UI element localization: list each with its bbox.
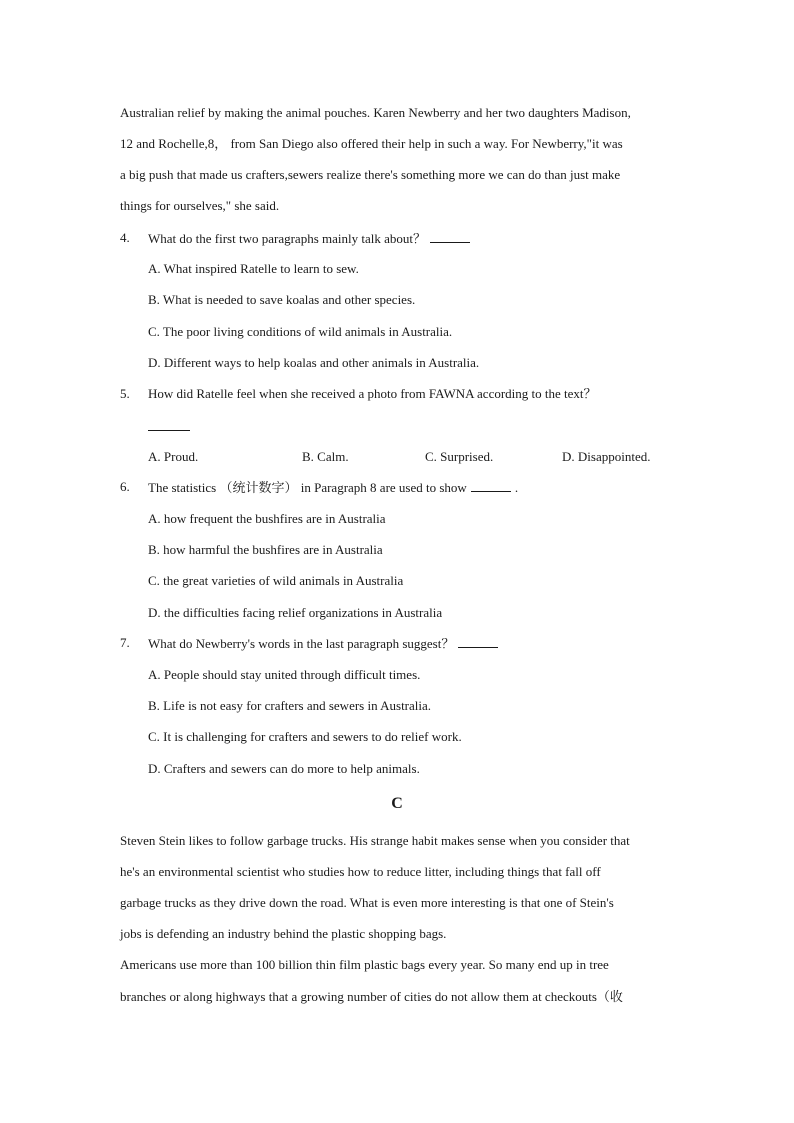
passage-line: a big push that made us crafters,sewers realize there's something more we can do than just make xyxy=(120,167,621,182)
passage-line: branches or along highways that a growing number of cities do not allow them at checkouts（收 xyxy=(120,989,623,1004)
option-7d: D. Crafters and sewers can do more to help animals. xyxy=(148,761,420,776)
option-7a: A. People should stay united through difficult times. xyxy=(148,667,421,682)
question-text: What do the first two paragraphs mainly talk about？ xyxy=(148,231,426,246)
passage-line: garbage trucks as they drive down the road. What is even more interesting is that one of Stein's xyxy=(120,895,614,910)
option-7b: B. Life is not easy for crafters and sewers in Australia. xyxy=(148,698,432,713)
option-6d: D. the difficulties facing relief organizations in Australia xyxy=(148,605,443,620)
option-5c: C. Surprised. xyxy=(425,449,494,464)
question-4 xyxy=(148,230,470,247)
passage-line: 12 and Rochelle,8， from San Diego also offered their help in such a way. For Newberry,"it was xyxy=(120,136,623,151)
passage-line: jobs is defending an industry behind the plastic shopping bags. xyxy=(120,926,447,941)
option-5d: D. Disappointed. xyxy=(562,449,651,464)
question-number: 6. xyxy=(120,479,130,494)
passage-line: things for ourselves," she said. xyxy=(120,198,280,213)
question-number: 5. xyxy=(120,386,130,401)
passage-line: Steven Stein likes to follow garbage trucks. His strange habit makes sense when you consider that xyxy=(120,833,630,848)
option-6a: A. how frequent the bushfires are in Australia xyxy=(148,511,386,526)
question-text: The statistics （统计数字） in Paragraph 8 are used to show xyxy=(148,480,467,495)
question-text: What do Newberry's words in the last paragraph suggest？ xyxy=(148,636,455,651)
answer-blank[interactable] xyxy=(430,230,470,243)
option-4c: C. The poor living conditions of wild animals in Australia. xyxy=(148,324,453,339)
option-5b: B. Calm. xyxy=(302,449,349,464)
question-6 xyxy=(148,479,518,496)
section-heading: C xyxy=(391,795,403,812)
option-4d: D. Different ways to help koalas and other animals in Australia. xyxy=(148,355,480,370)
passage-line: he's an environmental scientist who studies how to reduce litter, including things that fall off xyxy=(120,864,601,879)
option-4b: B. What is needed to save koalas and other species. xyxy=(148,292,416,307)
passage-line: Australian relief by making the animal pouches. Karen Newberry and her two daughters Madison, xyxy=(120,105,631,120)
question-number: 7. xyxy=(120,635,130,650)
option-6b: B. how harmful the bushfires are in Australia xyxy=(148,542,383,557)
answer-blank[interactable] xyxy=(458,635,498,648)
question-number: 4. xyxy=(120,230,130,245)
question-text-end: . xyxy=(514,480,519,495)
option-5a: A. Proud. xyxy=(148,449,199,464)
option-6c: C. the great varieties of wild animals in Australia xyxy=(148,573,404,588)
option-7c: C. It is challenging for crafters and sewers to do relief work. xyxy=(148,729,462,744)
question-text: How did Ratelle feel when she received a photo from FAWNA according to the text？ xyxy=(148,386,597,401)
answer-blank[interactable] xyxy=(471,479,511,492)
question-7 xyxy=(148,635,498,652)
answer-blank[interactable] xyxy=(148,418,190,431)
option-4a: A. What inspired Ratelle to learn to sew. xyxy=(148,261,359,276)
passage-line: Americans use more than 100 billion thin film plastic bags every year. So many end up in tree xyxy=(120,957,609,972)
